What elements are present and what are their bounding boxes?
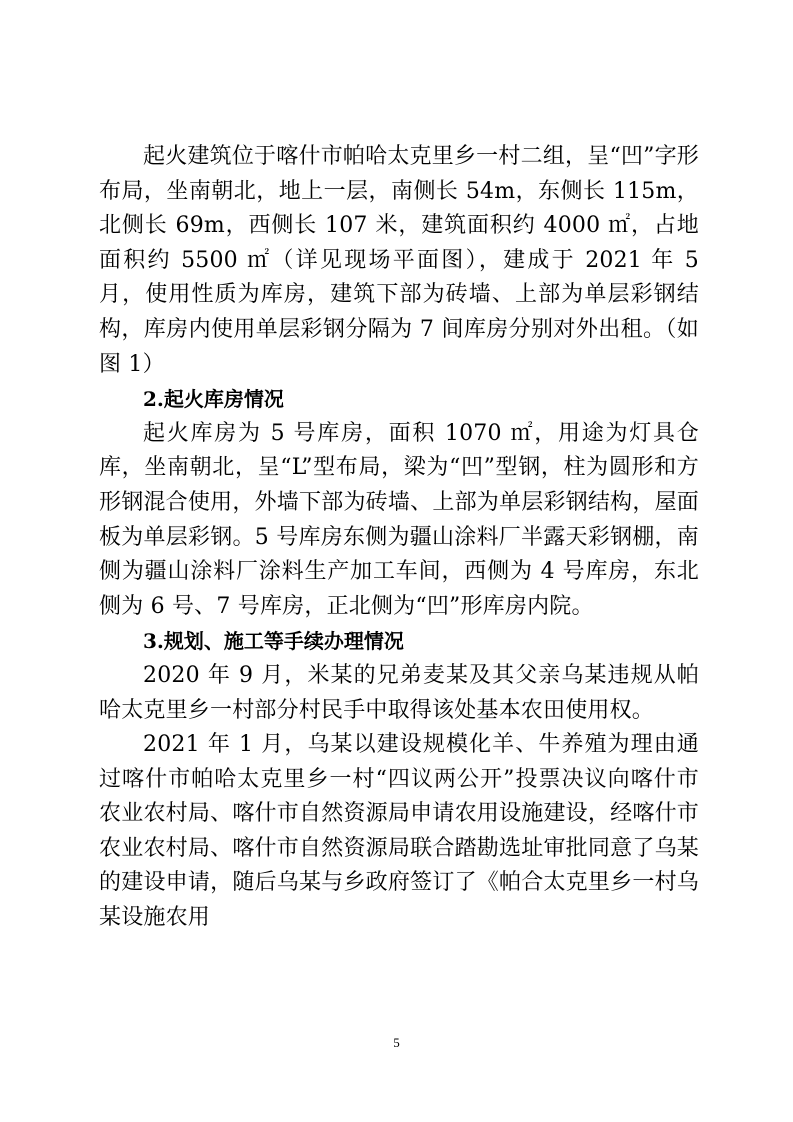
page-number: 5 [393, 1035, 400, 1050]
section-heading-permits: 3.规划、施工等手续办理情况 [143, 629, 404, 654]
paragraph-land-acquisition: 2020 年 9 月，米某的兄弟麦某及其父亲乌某违规从帕哈太克里乡一村部分村民手中取得该处基本农田使用权。 [99, 662, 699, 723]
paragraph-construction-application: 2021 年 1 月，乌某以建设规模化羊、牛养殖为理由通过喀什市帕哈太克里乡一村“四议两公开”投票决议向喀什市农业农村局、喀什市自然资源局申请农用设施建设，经喀什市农业农村局、喀什市自然资源局联合踏勘选址审批同意了乌某的建设申请，随后乌某与乡政府签订了《帕合太克里乡一村乌某设施农用 [99, 732, 699, 931]
paragraph-building-description: 起火建筑位于喀什市帕哈太克里乡一村二组，呈“凹”字形布局，坐南朝北，地上一层，南侧长 54m，东侧长 115m，北侧长 69m，西侧长 107 米，建筑面积约 4000 ㎡，占地面积约 5500 ㎡（详见现场平面图），建成于 2021 年 5 月，使用性质为库房，建筑下部为砖墙、上部为单层彩钢结构，库房内使用单层彩钢分隔为 7 间库房分别对外出租。（如图 1） [99, 144, 699, 377]
section-heading-fire-warehouse: 2.起火库房情况 [143, 387, 284, 412]
document-body [99, 140, 699, 936]
paragraph-warehouse-description: 起火库房为 5 号库房，面积 1070 ㎡，用途为灯具仓库，坐南朝北，呈“L”型布局，梁为“凹”型钢，柱为圆形和方形钢混合使用，外墙下部为砖墙、上部为单层彩钢结构，屋面板为单层彩钢。5 号库房东侧为疆山涂料厂半露天彩钢棚，南侧为疆山涂料厂涂料生产加工车间，西侧为 4 号库房，东北侧为 6 号、7 号库房，正北侧为“凹”形库房内院。 [99, 420, 699, 619]
